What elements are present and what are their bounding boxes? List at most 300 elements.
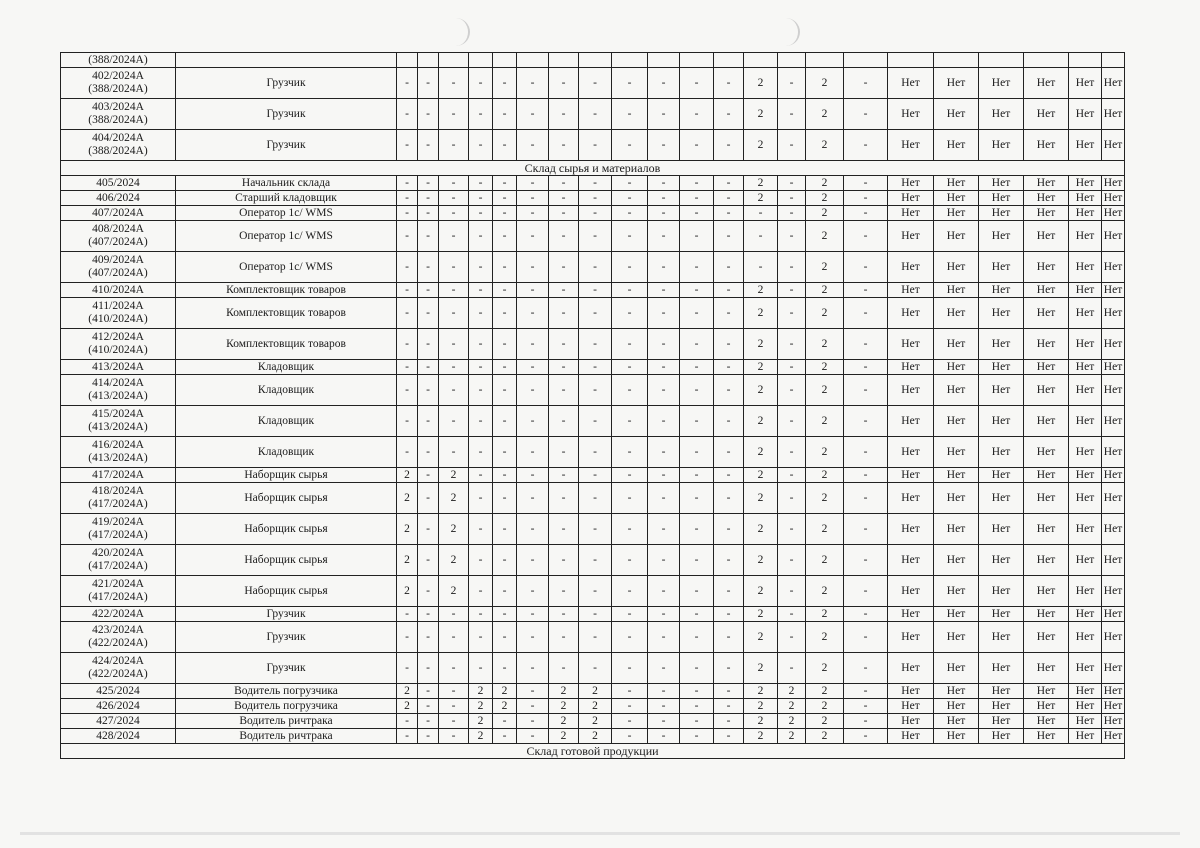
hazard-class-cell: - (579, 607, 612, 622)
hazard-class-cell: - (469, 514, 493, 545)
job-title-cell: Наборщик сырья (176, 483, 397, 514)
guarantee-cell: Нет (888, 483, 934, 514)
workplace-id: 409/2024А (92, 254, 144, 266)
empty-cell (493, 53, 517, 68)
hazard-class-cell: - (439, 68, 469, 99)
guarantee-cell: Нет (1102, 699, 1125, 714)
hazard-class-cell: - (579, 99, 612, 130)
workplace-id-cell (61, 699, 176, 714)
hazard-class-cell: 2 (806, 68, 844, 99)
hazard-class-cell: 2 (469, 699, 493, 714)
workplace-id-cell (61, 99, 176, 130)
hazard-class-cell: - (493, 360, 517, 375)
hazard-class-cell: - (469, 437, 493, 468)
hazard-class-cell: - (418, 99, 439, 130)
hazard-class-cell: - (469, 406, 493, 437)
guarantee-cell: Нет (888, 545, 934, 576)
job-title-cell: Грузчик (176, 653, 397, 684)
hazard-class-cell: - (397, 298, 418, 329)
workplace-id-cell (61, 206, 176, 221)
table-row (61, 68, 1125, 99)
guarantee-cell: Нет (934, 514, 979, 545)
guarantee-cell: Нет (1024, 221, 1069, 252)
hazard-class-cell: 2 (806, 130, 844, 161)
hazard-class-cell: - (612, 191, 648, 206)
guarantee-cell: Нет (1069, 360, 1102, 375)
workplace-id: 408/2024А (92, 223, 144, 235)
workplace-id: 423/2024А (92, 624, 144, 636)
hazard-class-cell: - (612, 545, 648, 576)
hazard-class-cell: - (680, 130, 714, 161)
hazard-class-cell: - (579, 375, 612, 406)
hazard-class-cell: - (439, 699, 469, 714)
guarantee-cell: Нет (979, 684, 1024, 699)
workplace-id-cell (61, 684, 176, 699)
hazard-class-cell: - (493, 437, 517, 468)
hazard-class-cell: - (612, 176, 648, 191)
guarantee-cell: Нет (1102, 99, 1125, 130)
hazard-class-cell: - (493, 468, 517, 483)
hazard-class-cell: - (778, 607, 806, 622)
table-row (61, 221, 1125, 252)
workplace-id-cell (61, 221, 176, 252)
hazard-class-cell: - (680, 714, 714, 729)
hazard-class-cell: - (418, 252, 439, 283)
workplace-id: 419/2024А (92, 516, 144, 528)
guarantee-cell: Нет (979, 545, 1024, 576)
guarantee-cell: Нет (888, 714, 934, 729)
guarantee-cell: Нет (979, 283, 1024, 298)
hazard-class-cell: - (714, 191, 744, 206)
hazard-class-cell: - (549, 329, 579, 360)
workplace-id: 424/2024А (92, 655, 144, 667)
hazard-class-cell: - (714, 252, 744, 283)
hazard-class-cell: - (549, 68, 579, 99)
hazard-class-cell: - (844, 714, 888, 729)
section-header-row (61, 161, 1125, 176)
hazard-class-cell: - (493, 729, 517, 744)
workplace-id-cell (61, 653, 176, 684)
hazard-class-cell: 2 (469, 684, 493, 699)
hazard-class-cell: - (469, 483, 493, 514)
hazard-class-cell: - (418, 714, 439, 729)
guarantee-cell: Нет (1069, 576, 1102, 607)
hazard-class-cell: - (579, 360, 612, 375)
guarantee-cell: Нет (888, 360, 934, 375)
hazard-class-cell: 2 (744, 483, 778, 514)
hazard-class-cell: 2 (806, 329, 844, 360)
hazard-class-cell: - (612, 252, 648, 283)
hazard-class-cell: - (778, 622, 806, 653)
guarantee-cell: Нет (1102, 329, 1125, 360)
guarantee-cell: Нет (1024, 714, 1069, 729)
workplace-id-cell (61, 283, 176, 298)
hazard-class-cell: - (579, 130, 612, 161)
hazard-class-cell: - (714, 545, 744, 576)
workplace-id: 406/2024 (96, 191, 140, 204)
hazard-class-cell: - (612, 437, 648, 468)
hazard-class-cell: - (844, 221, 888, 252)
hazard-class-cell: - (648, 360, 680, 375)
job-title-cell (176, 53, 397, 68)
hazard-class-cell: - (714, 468, 744, 483)
hazard-class-cell: - (680, 283, 714, 298)
guarantee-cell: Нет (1024, 68, 1069, 99)
hazard-class-cell: - (714, 684, 744, 699)
hazard-class-cell: 2 (806, 221, 844, 252)
empty-cell (469, 53, 493, 68)
hazard-class-cell: - (612, 206, 648, 221)
workplace-id-cell (61, 298, 176, 329)
job-title-cell: Водитель ричтрака (176, 714, 397, 729)
hazard-class-cell: 2 (744, 699, 778, 714)
hazard-class-cell: - (549, 191, 579, 206)
hazard-class-cell: 2 (579, 729, 612, 744)
hazard-class-cell: - (469, 607, 493, 622)
analog-workplace-ref: (388/2024А) (88, 145, 148, 157)
guarantee-cell: Нет (1024, 298, 1069, 329)
hazard-class-cell: - (418, 483, 439, 514)
hazard-class-cell: - (469, 468, 493, 483)
hazard-class-cell: - (648, 221, 680, 252)
hazard-class-cell: - (397, 68, 418, 99)
hazard-class-cell: 2 (806, 283, 844, 298)
hazard-class-cell: - (844, 130, 888, 161)
hazard-class-cell: - (778, 329, 806, 360)
hazard-class-cell: - (579, 483, 612, 514)
hazard-class-cell: 2 (397, 483, 418, 514)
hazard-class-cell: - (517, 191, 549, 206)
hazard-class-cell: - (844, 99, 888, 130)
hazard-class-cell: - (648, 483, 680, 514)
guarantee-cell: Нет (888, 68, 934, 99)
workplace-id: 412/2024А (92, 331, 144, 343)
analog-workplace-ref: (413/2024А) (88, 452, 148, 464)
hazard-class-cell: - (714, 622, 744, 653)
hazard-class-cell: 2 (806, 191, 844, 206)
hazard-class-cell: 2 (744, 729, 778, 744)
guarantee-cell: Нет (934, 191, 979, 206)
hazard-class-cell: - (397, 191, 418, 206)
hazard-class-cell: - (418, 298, 439, 329)
hazard-class-cell: - (579, 329, 612, 360)
guarantee-cell: Нет (888, 653, 934, 684)
hazard-class-cell: - (778, 514, 806, 545)
hazard-class-cell: - (397, 406, 418, 437)
workplace-id-cell (61, 514, 176, 545)
hazard-class-cell: 2 (439, 545, 469, 576)
guarantee-cell: Нет (1102, 653, 1125, 684)
empty-cell (714, 53, 744, 68)
hazard-class-cell: - (439, 653, 469, 684)
hazard-class-cell: - (469, 298, 493, 329)
table-row (61, 360, 1125, 375)
hazard-class-cell: - (714, 729, 744, 744)
guarantee-cell: Нет (1102, 714, 1125, 729)
hazard-class-cell: 2 (469, 729, 493, 744)
table-row (61, 545, 1125, 576)
hazard-class-cell: - (714, 607, 744, 622)
empty-cell (1069, 53, 1102, 68)
hazard-class-cell: - (549, 298, 579, 329)
hazard-class-cell: - (612, 360, 648, 375)
guarantee-cell: Нет (888, 221, 934, 252)
hazard-class-cell: 2 (778, 684, 806, 699)
section-title: Склад сырья и материалов (61, 161, 1125, 176)
analog-workplace-ref: (413/2024А) (88, 390, 148, 402)
hazard-class-cell: 2 (744, 68, 778, 99)
hazard-class-cell: - (439, 206, 469, 221)
hazard-class-cell: - (493, 298, 517, 329)
guarantee-cell: Нет (888, 176, 934, 191)
hazard-class-cell: - (397, 221, 418, 252)
hazard-class-cell: - (844, 206, 888, 221)
guarantee-cell: Нет (1024, 176, 1069, 191)
hazard-class-cell: - (517, 176, 549, 191)
hazard-class-cell: 2 (806, 176, 844, 191)
hazard-class-cell: - (612, 483, 648, 514)
section-title: Склад готовой продукции (61, 744, 1125, 759)
guarantee-cell: Нет (1069, 545, 1102, 576)
hazard-class-cell: - (680, 483, 714, 514)
guarantee-cell: Нет (1024, 206, 1069, 221)
hazard-class-cell: - (744, 221, 778, 252)
hazard-class-cell: - (418, 283, 439, 298)
hazard-class-cell: 2 (806, 684, 844, 699)
guarantee-cell: Нет (1102, 514, 1125, 545)
guarantee-cell: Нет (888, 298, 934, 329)
hazard-class-cell: - (612, 130, 648, 161)
guarantee-cell: Нет (979, 298, 1024, 329)
guarantee-cell: Нет (1102, 191, 1125, 206)
job-title-cell: Грузчик (176, 607, 397, 622)
hazard-class-cell: - (549, 514, 579, 545)
hazard-class-cell: - (579, 191, 612, 206)
guarantee-cell: Нет (888, 252, 934, 283)
analog-workplace-ref: (417/2024А) (88, 498, 148, 510)
guarantee-cell: Нет (979, 468, 1024, 483)
guarantee-cell: Нет (934, 684, 979, 699)
table-row (61, 206, 1125, 221)
hazard-class-cell: 2 (744, 468, 778, 483)
hazard-class-cell: - (579, 545, 612, 576)
job-title-cell: Наборщик сырья (176, 468, 397, 483)
table-row (61, 468, 1125, 483)
guarantee-cell: Нет (1024, 729, 1069, 744)
hazard-class-cell: - (778, 406, 806, 437)
hazard-class-cell: - (517, 714, 549, 729)
hazard-class-cell: - (778, 221, 806, 252)
guarantee-cell: Нет (1102, 483, 1125, 514)
guarantee-cell: Нет (888, 329, 934, 360)
hazard-class-cell: - (714, 514, 744, 545)
hazard-class-cell: - (648, 607, 680, 622)
empty-cell (979, 53, 1024, 68)
hazard-class-cell: - (549, 221, 579, 252)
hazard-class-cell: 2 (397, 576, 418, 607)
hazard-class-cell: - (648, 437, 680, 468)
hazard-class-cell: - (680, 68, 714, 99)
hazard-class-cell: 2 (744, 514, 778, 545)
workplace-id: 426/2024 (96, 699, 140, 712)
analog-workplace-ref: (410/2024А) (88, 313, 148, 325)
hazard-class-cell: - (778, 99, 806, 130)
hazard-class-cell: - (493, 99, 517, 130)
workplace-id-cell (61, 176, 176, 191)
hazard-class-cell: - (579, 176, 612, 191)
hazard-class-cell: - (648, 375, 680, 406)
hazard-class-cell: - (397, 607, 418, 622)
job-title-cell: Комплектовщик товаров (176, 283, 397, 298)
empty-cell (579, 53, 612, 68)
hazard-class-cell: - (648, 329, 680, 360)
job-title-cell: Кладовщик (176, 406, 397, 437)
hazard-class-cell: - (397, 375, 418, 406)
guarantee-cell: Нет (979, 99, 1024, 130)
hazard-class-cell: - (680, 545, 714, 576)
guarantee-cell: Нет (1024, 483, 1069, 514)
hazard-class-cell: - (612, 375, 648, 406)
table-row (61, 607, 1125, 622)
table-row (61, 684, 1125, 699)
hazard-class-cell: - (680, 329, 714, 360)
table-row (61, 699, 1125, 714)
hazard-class-cell: - (844, 684, 888, 699)
workplace-id-cell (61, 360, 176, 375)
hazard-class-cell: - (579, 406, 612, 437)
job-title-cell: Наборщик сырья (176, 545, 397, 576)
row-id-continuation: (388/2024А) (61, 53, 176, 68)
guarantee-cell: Нет (934, 607, 979, 622)
hazard-class-cell: - (844, 729, 888, 744)
hazard-class-cell: - (439, 375, 469, 406)
hazard-class-cell: - (844, 360, 888, 375)
guarantee-cell: Нет (934, 360, 979, 375)
analog-workplace-ref: (417/2024А) (88, 529, 148, 541)
analog-workplace-ref: (410/2024А) (88, 344, 148, 356)
table-row (61, 714, 1125, 729)
hazard-class-cell: - (680, 252, 714, 283)
guarantee-cell: Нет (1024, 514, 1069, 545)
hazard-class-cell: - (680, 360, 714, 375)
hazard-class-cell: - (648, 252, 680, 283)
guarantee-cell: Нет (1069, 699, 1102, 714)
table-row-continuation (61, 53, 1125, 68)
hazard-class-cell: 2 (439, 514, 469, 545)
guarantee-cell: Нет (979, 514, 1024, 545)
hazard-class-cell: - (680, 206, 714, 221)
hazard-class-cell: - (397, 206, 418, 221)
hazard-class-cell: - (439, 191, 469, 206)
hazard-class-cell: - (680, 729, 714, 744)
hazard-class-cell: - (612, 653, 648, 684)
job-title-cell: Оператор 1с/ WMS (176, 252, 397, 283)
hazard-class-cell: 2 (806, 406, 844, 437)
job-title-cell: Комплектовщик товаров (176, 298, 397, 329)
hazard-class-cell: - (397, 283, 418, 298)
hazard-class-cell: - (844, 406, 888, 437)
hazard-class-cell: - (517, 221, 549, 252)
guarantee-cell: Нет (1102, 375, 1125, 406)
table-row (61, 252, 1125, 283)
workplace-id-cell (61, 714, 176, 729)
job-title-cell: Водитель погрузчика (176, 699, 397, 714)
empty-cell (612, 53, 648, 68)
guarantee-cell: Нет (979, 437, 1024, 468)
guarantee-cell: Нет (888, 468, 934, 483)
hazard-class-cell: 2 (744, 607, 778, 622)
guarantee-cell: Нет (1024, 607, 1069, 622)
hazard-class-cell: - (517, 576, 549, 607)
guarantee-cell: Нет (888, 437, 934, 468)
guarantee-cell: Нет (979, 406, 1024, 437)
hazard-class-cell: - (744, 206, 778, 221)
guarantee-cell: Нет (1069, 176, 1102, 191)
hazard-class-cell: - (778, 191, 806, 206)
guarantee-cell: Нет (979, 714, 1024, 729)
guarantee-cell: Нет (888, 406, 934, 437)
hazard-class-cell: - (517, 375, 549, 406)
hazard-class-cell: 2 (439, 576, 469, 607)
hazard-class-cell: - (469, 130, 493, 161)
guarantee-cell: Нет (1069, 206, 1102, 221)
hazard-class-cell: - (714, 206, 744, 221)
hazard-class-cell: - (418, 607, 439, 622)
hazard-class-cell: 2 (744, 298, 778, 329)
hazard-class-cell: - (517, 68, 549, 99)
hazard-class-cell: - (493, 68, 517, 99)
table-row (61, 653, 1125, 684)
hazard-class-cell: - (680, 176, 714, 191)
hazard-class-cell: - (493, 406, 517, 437)
hazard-class-cell: - (517, 298, 549, 329)
hazard-class-cell: 2 (549, 714, 579, 729)
guarantee-cell: Нет (1024, 283, 1069, 298)
hazard-class-cell: - (612, 99, 648, 130)
hazard-class-cell: - (439, 99, 469, 130)
hazard-class-cell: - (680, 576, 714, 607)
workplace-id: 421/2024А (92, 578, 144, 590)
hazard-class-cell: - (517, 483, 549, 514)
table-row (61, 298, 1125, 329)
guarantee-cell: Нет (1102, 437, 1125, 468)
hazard-class-cell: - (418, 68, 439, 99)
hazard-class-cell: - (778, 68, 806, 99)
guarantee-cell: Нет (1024, 437, 1069, 468)
analog-workplace-ref: (407/2024А) (88, 236, 148, 248)
guarantee-cell: Нет (979, 653, 1024, 684)
hazard-class-cell: 2 (806, 607, 844, 622)
hazard-class-cell: - (648, 545, 680, 576)
guarantee-cell: Нет (934, 653, 979, 684)
workplace-id-cell (61, 68, 176, 99)
empty-cell (1024, 53, 1069, 68)
guarantee-cell: Нет (979, 360, 1024, 375)
hazard-class-cell: 2 (397, 684, 418, 699)
hazard-class-cell: - (648, 191, 680, 206)
guarantee-cell: Нет (1024, 406, 1069, 437)
hazard-class-cell: - (714, 714, 744, 729)
hazard-class-cell: - (612, 699, 648, 714)
hazard-class-cell: - (714, 176, 744, 191)
hazard-class-cell: 2 (493, 699, 517, 714)
hazard-class-cell: - (648, 206, 680, 221)
guarantee-cell: Нет (888, 283, 934, 298)
guarantee-cell: Нет (934, 375, 979, 406)
hazard-class-cell: - (778, 545, 806, 576)
empty-cell (680, 53, 714, 68)
hazard-class-cell: - (397, 622, 418, 653)
